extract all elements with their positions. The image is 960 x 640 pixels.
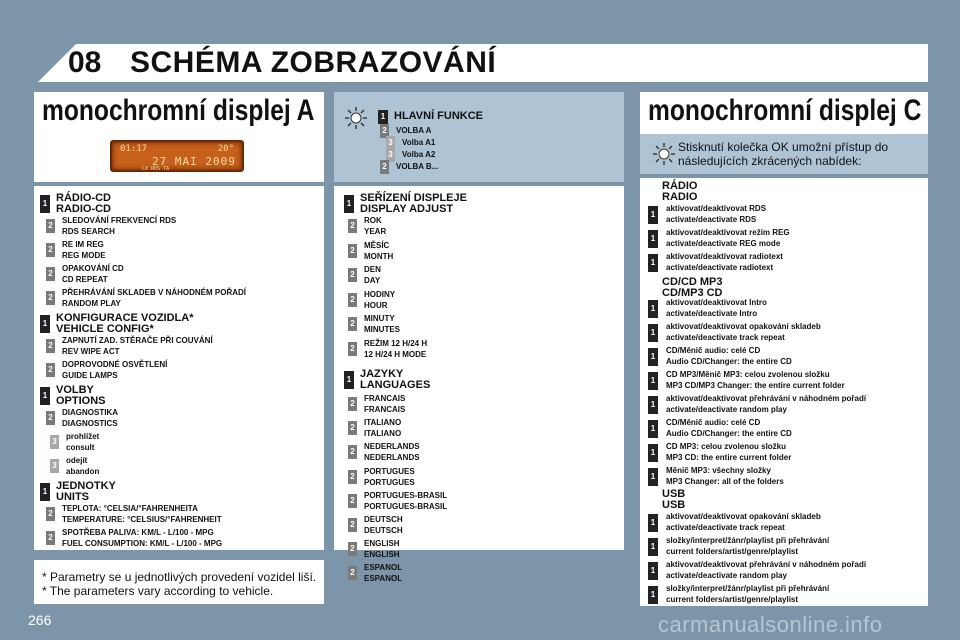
- menu-b2-item-badge: 2: [348, 494, 357, 508]
- usb-item-badge: 1: [648, 562, 658, 580]
- menu-b2-item-line: PORTUGUES: [364, 477, 415, 487]
- radio-item-badge: 1: [648, 206, 658, 224]
- usb-item-badge: 1: [648, 514, 658, 532]
- menu-a-item-line: OPTIONS: [56, 395, 106, 407]
- cd-item-line: MP3 CD: the entire current folder: [666, 453, 792, 462]
- menu-b1-item-badge: 2: [348, 219, 357, 233]
- lcd-date: 27 MAI 2009: [152, 155, 236, 168]
- menu-b1-item-line: ROK: [364, 216, 382, 225]
- menu-b2-item-line: DEUTSCH: [364, 526, 403, 535]
- menu-a-item-line: TEMPERATURE: °CELSIUS/°FAHRENHEIT: [62, 515, 222, 524]
- menu-a-item-line: GUIDE LAMPS: [62, 371, 118, 380]
- menu-a-item-badge: 2: [46, 411, 55, 425]
- lcd-time: 01:17: [120, 144, 148, 154]
- menu-b2-item-badge: 2: [348, 518, 357, 532]
- menu-a-item-badge: 1: [40, 195, 50, 213]
- menu-b1-item-line: DISPLAY ADJUST: [360, 203, 454, 215]
- cd-item-line: activate/deactivate track repeat: [666, 333, 785, 342]
- menu-b1-item-line: DAY: [364, 276, 381, 285]
- legend-item-label: VOLBA B...: [396, 162, 439, 171]
- cd-item-line: activate/deactivate random play: [666, 405, 787, 414]
- lcd-display-a: [110, 140, 244, 172]
- menu-a-item-badge: 3: [50, 459, 59, 473]
- usb-item-line: složky/interpret/žánr/playlist při přehrávání: [666, 536, 830, 545]
- level-badge: 1: [378, 110, 388, 124]
- menu-a-item-badge: 3: [50, 435, 59, 449]
- menu-b2-item-line: NEDERLANDS: [364, 442, 420, 452]
- usb-item-line: activate/deactivate random play: [666, 571, 787, 580]
- lcd-temp: 20°: [217, 144, 234, 154]
- menu-a-item-line: RE IM REG: [62, 240, 104, 249]
- menu-a-item-line: CD REPEAT: [62, 275, 108, 284]
- menu-a-item-badge: 2: [46, 219, 55, 233]
- radio-item-line: aktivovat/deaktivovat RDS: [666, 204, 767, 213]
- cd-item-line: activate/deactivate Intro: [666, 309, 758, 318]
- menu-a-item-line: consult: [66, 443, 95, 452]
- menu-a-item-line: RANDOM PLAY: [62, 299, 121, 308]
- usb-item-line: activate/deactivate track repeat: [666, 523, 785, 532]
- menu-b2-item-badge: 2: [348, 470, 357, 484]
- menu-a-item-badge: 2: [46, 291, 55, 305]
- level-badge: 3: [386, 148, 395, 162]
- watermark: carmanualsonline.info: [658, 612, 883, 637]
- cd-item-line: MP3 Changer: all of the folders: [666, 477, 784, 486]
- level-badge: 2: [380, 124, 389, 138]
- lcd-small: LX RDS TA: [142, 166, 170, 172]
- legend-item-label: HLAVNÍ FUNKCE: [394, 110, 484, 122]
- cd-item-badge: 1: [648, 396, 658, 414]
- menu-b1-item-line: MINUTES: [364, 325, 400, 334]
- cd-item-line: MP3 CD/MP3 Changer: the entire current folder: [666, 381, 845, 390]
- menu-a-item-badge: 2: [46, 363, 55, 377]
- cd-item-line: CD/Měnič audio: celé CD: [666, 418, 761, 427]
- radio-title: RÁDIO: [662, 180, 698, 192]
- menu-b2-item-line: ESPANOL: [364, 574, 403, 584]
- menu-a-item-line: TEPLOTA: °CELSIA/°FAHRENHEITA: [62, 504, 198, 513]
- radio-title: RADIO: [662, 191, 698, 203]
- menu-a-item-line: SPOTŘEBA PALIVA: KM/L - L/100 - MPG: [62, 528, 214, 537]
- radio-item-badge: 1: [648, 254, 658, 272]
- menu-b2-item-badge: 2: [348, 542, 357, 556]
- menu-a-item-badge: 2: [46, 531, 55, 545]
- menu-a-item-badge: 2: [46, 339, 55, 353]
- legend-panel: [334, 92, 624, 182]
- menu-a-item-line: KONFIGURACE VOZIDLA*: [56, 312, 194, 324]
- radio-item-line: aktivovat/deaktivovat radiotext: [666, 252, 783, 261]
- menu-b1-item-line: MINUTY: [364, 314, 395, 323]
- menu-b2-item-line: NEDERLANDS: [364, 453, 420, 463]
- sun-icon: [344, 106, 368, 130]
- sun-icon: [652, 142, 676, 166]
- cd-item-badge: 1: [648, 348, 658, 366]
- menu-b1-item-line: 12 H/24 H MODE: [364, 349, 427, 359]
- menu-a-item-line: DIAGNOSTICS: [62, 419, 118, 428]
- legend-item-label: Volba A2: [402, 150, 436, 159]
- menu-a-item-badge: 2: [46, 267, 55, 281]
- panel-c-header: [640, 92, 928, 134]
- menu-b2-item-line: ITALIANO: [364, 429, 402, 439]
- usb-title: USB: [662, 499, 686, 511]
- footnote-line-2: * The parameters vary according to vehicle.: [42, 584, 274, 598]
- menu-a-item-line: PŘEHRÁVÁNÍ SKLADEB V NÁHODNÉM POŘADÍ: [62, 288, 247, 297]
- menu-a-item-line: RDS SEARCH: [62, 227, 115, 236]
- section-number: 08: [68, 46, 102, 79]
- usb-item-line: složky/interpret/žánr/playlist při přehrávání: [666, 584, 830, 593]
- cd-item-badge: 1: [648, 468, 658, 486]
- menu-a-item-line: RADIO-CD: [56, 203, 111, 215]
- cd-item-badge: 1: [648, 300, 658, 318]
- menu-b2-item-badge: 2: [348, 445, 357, 459]
- cd-item-line: aktivovat/deaktivovat přehrávání v náhodném pořadí: [666, 394, 867, 403]
- menu-a-item-line: JEDNOTKY: [56, 480, 116, 492]
- menu-b2-item-badge: 1: [344, 371, 354, 389]
- menu-b2-item-line: ENGLISH: [364, 539, 400, 549]
- footnote-panel: [34, 560, 324, 604]
- cd-item-line: aktivovat/deaktivovat Intro: [666, 298, 767, 307]
- menu-b2-item-line: ENGLISH: [364, 550, 400, 560]
- intro-line-2: následujících zkrácených nabídek:: [678, 154, 862, 168]
- cd-title: CD/MP3 CD: [662, 287, 723, 299]
- menu-a-item-line: odejít: [66, 456, 88, 465]
- menu-b2-item-line: ESPANOL: [364, 563, 403, 573]
- legend-item-label: VOLBA A: [396, 126, 432, 135]
- menu-a-item-line: abandon: [66, 467, 100, 476]
- menu-a-item-badge: 1: [40, 315, 50, 333]
- level-badge: 3: [386, 136, 395, 150]
- usb-title: USB: [662, 488, 686, 500]
- menu-b2-item-line: FRANCAIS: [364, 405, 406, 414]
- menu-b1-item-line: REŽIM 12 H/24 H: [364, 338, 428, 348]
- radio-item-line: aktivovat/deaktivovat režim REG: [666, 228, 790, 237]
- menu-a-item-line: prohlížet: [66, 432, 100, 441]
- menu-b1-item-badge: 2: [348, 342, 357, 356]
- cd-item-badge: 1: [648, 324, 658, 342]
- cd-item-badge: 1: [648, 372, 658, 390]
- menu-b2-item-line: DEUTSCH: [364, 515, 403, 524]
- cd-title: CD/CD MP3: [662, 276, 723, 288]
- legend-item-label: Volba A1: [402, 138, 436, 147]
- menu-b1-item-badge: 2: [348, 317, 357, 331]
- menu-b1-item-badge: 2: [348, 293, 357, 307]
- menu-a-item-badge: 1: [40, 387, 50, 405]
- menu-b1-item-line: DEN: [364, 265, 381, 274]
- menu-b1-item-badge: 2: [348, 244, 357, 258]
- radio-item-line: activate/deactivate radiotext: [666, 263, 774, 272]
- menu-a-item-line: FUEL CONSUMPTION: KM/L - L/100 - MPG: [62, 539, 223, 548]
- page-title: SCHÉMA ZOBRAZOVÁNÍ: [130, 46, 497, 79]
- page-number: 266: [28, 612, 52, 628]
- menu-a-item-line: DIAGNOSTIKA: [62, 408, 118, 417]
- menu-a-item-badge: 1: [40, 483, 50, 501]
- radio-item-line: activate/deactivate RDS: [666, 215, 757, 224]
- cd-item-line: CD MP3: celou zvolenou složku: [666, 442, 787, 451]
- menu-b1-item-line: MĚSÍC: [364, 240, 390, 250]
- menu-b2-item-line: JAZYKY: [360, 368, 404, 380]
- menu-b1-item-line: HOUR: [364, 300, 388, 310]
- cd-item-badge: 1: [648, 444, 658, 462]
- menu-a-item-line: SLEDOVÁNÍ FREKVENCÍ RDS: [62, 216, 177, 225]
- usb-item-line: current folders/artist/genre/playlist: [666, 595, 799, 604]
- menu-a-item-line: VEHICLE CONFIG*: [56, 323, 154, 335]
- cd-item-badge: 1: [648, 420, 658, 438]
- usb-item-line: aktivovat/deaktivovat přehrávání v náhodném pořadí: [666, 560, 867, 569]
- menu-b1-item-badge: 2: [348, 268, 357, 282]
- usb-item-line: current folders/artist/genre/playlist: [666, 547, 799, 556]
- cd-item-line: Audio CD/Changer: the entire CD: [666, 357, 792, 366]
- panel-a-title: monochromní displej A: [42, 94, 315, 127]
- cd-item-line: CD/Měnič audio: celé CD: [666, 346, 761, 355]
- menu-a-item-line: REG MODE: [62, 251, 106, 260]
- menu-b1-item-line: HODINY: [364, 289, 396, 299]
- panel-c-title: monochromní displej C: [648, 94, 922, 127]
- menu-b2-item-badge: 2: [348, 397, 357, 411]
- menu-b1-item-line: MONTH: [364, 251, 394, 261]
- menu-a-item-line: REV WIPE ACT: [62, 347, 120, 356]
- menu-a-item-badge: 2: [46, 243, 55, 257]
- menu-a-item-line: RÁDIO-CD: [56, 192, 111, 204]
- cd-item-line: CD MP3/Měnič MP3: celou zvolenou složku: [666, 370, 830, 379]
- cd-item-line: Audio CD/Changer: the entire CD: [666, 429, 792, 438]
- usb-item-badge: 1: [648, 538, 658, 556]
- menu-b2-item-line: FRANCAIS: [364, 394, 406, 403]
- menu-a-item-line: OPAKOVÁNÍ CD: [62, 264, 124, 273]
- menu-b2-item-line: PORTUGUES-BRASIL: [364, 490, 448, 500]
- radio-item-line: activate/deactivate REG mode: [666, 239, 781, 248]
- menu-b1-item-line: YEAR: [364, 227, 387, 236]
- menu-b2-item-line: ITALIANO: [364, 418, 402, 428]
- menu-b1-item-badge: 1: [344, 195, 354, 213]
- level-badge: 2: [380, 160, 389, 174]
- menu-b2-item-badge: 2: [348, 421, 357, 435]
- menu-b2-item-line: PORTUGUES: [364, 466, 415, 476]
- cd-item-line: Měnič MP3: všechny složky: [666, 466, 771, 475]
- menu-a-item-line: DOPROVODNÉ OSVĚTLENÍ: [62, 360, 168, 369]
- usb-item-line: aktivovat/deaktivovat opakování skladeb: [666, 512, 821, 521]
- menu-b1-item-line: SEŘÍZENÍ DISPLEJE: [360, 192, 467, 204]
- menu-a-item-line: VOLBY: [56, 384, 94, 396]
- menu-b2-item-line: PORTUGUES-BRASIL: [364, 501, 448, 511]
- menu-a-item-line: UNITS: [56, 491, 89, 503]
- menu-a-item-line: ZAPNUTÍ ZAD. STĚRAČE PŘI COUVÁNÍ: [62, 336, 213, 345]
- cd-item-line: aktivovat/deaktivovat opakování skladeb: [666, 322, 821, 331]
- menu-b2-item-line: LANGUAGES: [360, 379, 431, 391]
- menu-a-item-badge: 2: [46, 507, 55, 521]
- footnote-line-1: * Parametry se u jednotlivých provedení vozidel liší.: [42, 570, 317, 584]
- intro-line-1: Stisknutí kolečka OK umožní přístup do: [678, 140, 889, 154]
- menu-b2-item-badge: 2: [348, 566, 357, 580]
- panel-c-intro-box: [640, 134, 928, 174]
- radio-item-badge: 1: [648, 230, 658, 248]
- usb-item-badge: 1: [648, 586, 658, 604]
